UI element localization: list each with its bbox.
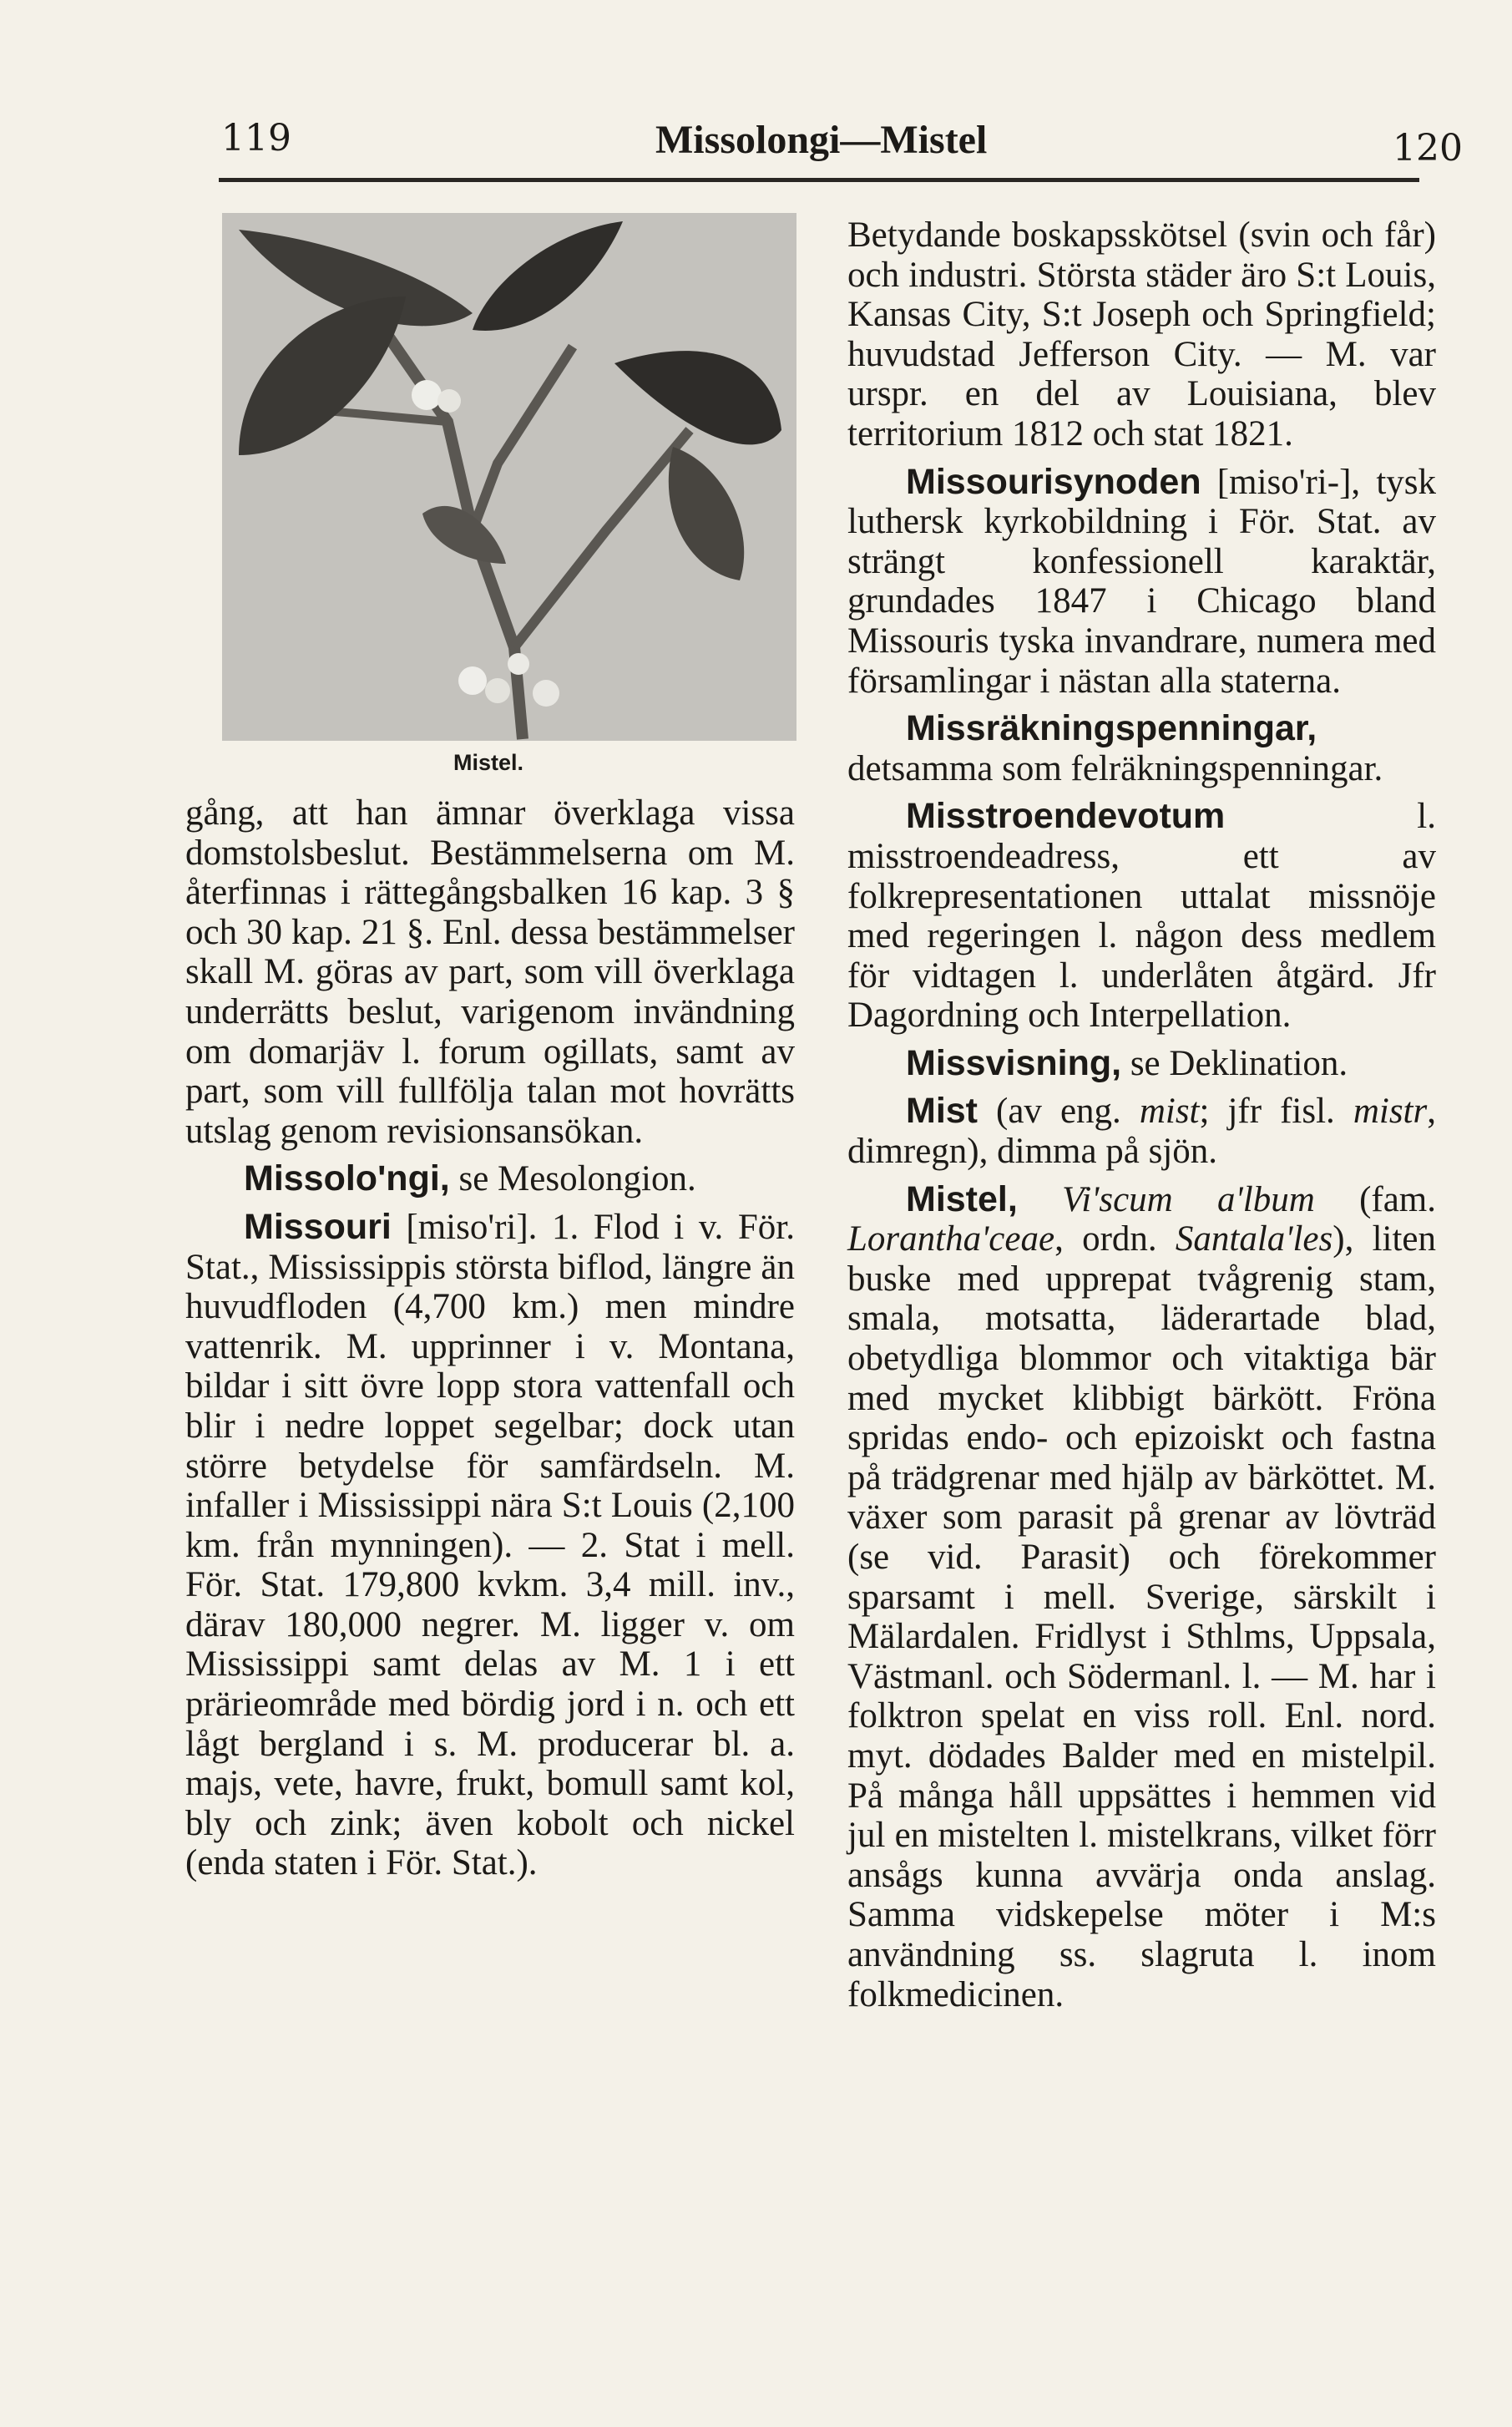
entry-missrakningspenningar (847, 709, 1436, 788)
entry-text: [miso'ri-], tysk luthersk kyrkobildning i För. Stat. av strängt konfessionell karaktär, grundades 1847 i Chicago bland Missouris tyska invandrare, numera med församlingar i nästan alla staterna. (847, 462, 1436, 701)
italic-term: Lorantha'ceae (847, 1219, 1055, 1259)
entry-missvisning (847, 1044, 1436, 1084)
entry-text: , dimregn), dimma på sjön. (847, 1092, 1436, 1172)
entry-text: [miso'ri]. 1. Flod i v. För. Stat., Mississippis största biflod, längre än huvudfloden (4,700 km.) men mindre vattenrik. M. upprinner i v. Montana, bildar i sitt övre lopp stora vattenfall och blir i nedre loppet segelbar; dock utan större betydelse för samfärdseln. M. infaller i Mississippi nära S:t Louis (2,100 km. från mynningen). — 2. Stat i mell. För. Stat. 179,800 kvkm. 3,4 mill. inv., därav 180,000 negrer. M. ligger v. om Mississippi samt delas av M. 1 i ett prärieområde med bördig jord i n. och ett lågt bergland i s. M. producerar bl. a. majs, vete, havre, frukt, bomull samt kol, bly och zink; även kobolt och nickel (enda staten i För. Stat.). (185, 1207, 795, 1883)
mistletoe-photo (222, 213, 796, 741)
page-number-right: 120 (1393, 127, 1463, 170)
entry-mistel (847, 1180, 1436, 2014)
headword: Mist (906, 1091, 978, 1132)
entry-missouri (185, 1208, 795, 1883)
entry-text: , ordn. (1054, 1219, 1176, 1259)
header-rule (219, 178, 1419, 182)
entry-text: se Mesolongion. (449, 1159, 696, 1199)
page-number-left: 119 (221, 117, 291, 160)
headword: Missolo'ngi, (244, 1158, 450, 1199)
entry-text: detsamma som felräkningspenningar. (847, 748, 1383, 788)
entry-continuation: gång, att han ämnar överklaga vissa domstolsbeslut. Bestämmelserna om M. återfinnas i rättegångsbalken 16 kap. 3 § och 30 kap. 21 §. Enl. dessa bestämmelser skall M. göras av part, som vill överklaga underrätts beslut, varigenom invändning om domarjäv l. forum ogillats, samt av part, som vill fullfölja talan mot hovrätts utslag genom revisionsansökan. (185, 793, 795, 1151)
entry-missolongi (185, 1159, 795, 1199)
running-head: Missolongi—Mistel (655, 118, 988, 162)
italic-term: Santala'les (1175, 1219, 1333, 1259)
entry-text: (fam. (1314, 1179, 1436, 1219)
italic-term: Vi'scum a'lbum (1017, 1179, 1315, 1219)
left-column (185, 793, 795, 1883)
figure-caption: Mistel. (453, 750, 524, 775)
italic-term: mistr (1353, 1092, 1428, 1132)
headword: Missouri (244, 1206, 392, 1247)
headword: Mistel, (906, 1178, 1018, 1219)
entry-misstroendevotum (847, 797, 1436, 1036)
entry-text: se Deklination. (1121, 1043, 1348, 1083)
entry-mist (847, 1092, 1436, 1171)
italic-term: mist (1139, 1092, 1200, 1132)
entry-continuation: Betydande boskapsskötsel (svin och får) och industri. Största städer äro S:t Louis, Kansas City, S:t Joseph och Springfield; huvudstad Jefferson City. — M. var urspr. en del av Louisiana, blev territorium 1812 och stat 1821. (847, 215, 1436, 453)
entry-text: ), liten buske med upprepat tvågrenig stam, smala, motsatta, läderartade blad, obetydliga blommor och vitaktiga bär med mycket klibbigt bärkött. Fröna spridas endo- och epizoiskt och fastna på trädgrenar med hjälp av bärköttet. M. växer som parasit på grenar av lövträd (se vid. Parasit) och förekommer sparsamt i mell. Sverige, särskilt i Mälardalen. Fridlyst i Sthlms, Uppsala, Västmanl. och Södermanl. l. — M. har i folktron spelat en viss roll. Enl. nord. myt. dödades Balder med en mistelpil. På många håll uppsättes i hemmen vid jul en mistelten l. mistelkrans, vilket förr ansågs kunna avvärja onda anslag. Samma vidskepelse möter i M:s användning ss. slagruta l. inom folkmedicinen. (847, 1219, 1436, 2014)
headword: Missourisynoden (906, 461, 1201, 502)
headword: Missräkningspenningar, (906, 708, 1317, 749)
entry-text: (av eng. (978, 1092, 1140, 1132)
right-column (847, 215, 1436, 2014)
entry-text: l. misstroendeadress, ett av folkrepresentationen uttalat missnöje med regeringen l. någon dess medlem för vidtagen l. underlåten åtgärd. Jfr Dagordning och Interpellation. (847, 797, 1436, 1036)
entry-text: ; jfr fisl. (1199, 1092, 1353, 1132)
entry-missourisynoden (847, 463, 1436, 702)
headword: Missvisning, (906, 1042, 1122, 1083)
headword: Misstroendevotum (906, 796, 1226, 837)
